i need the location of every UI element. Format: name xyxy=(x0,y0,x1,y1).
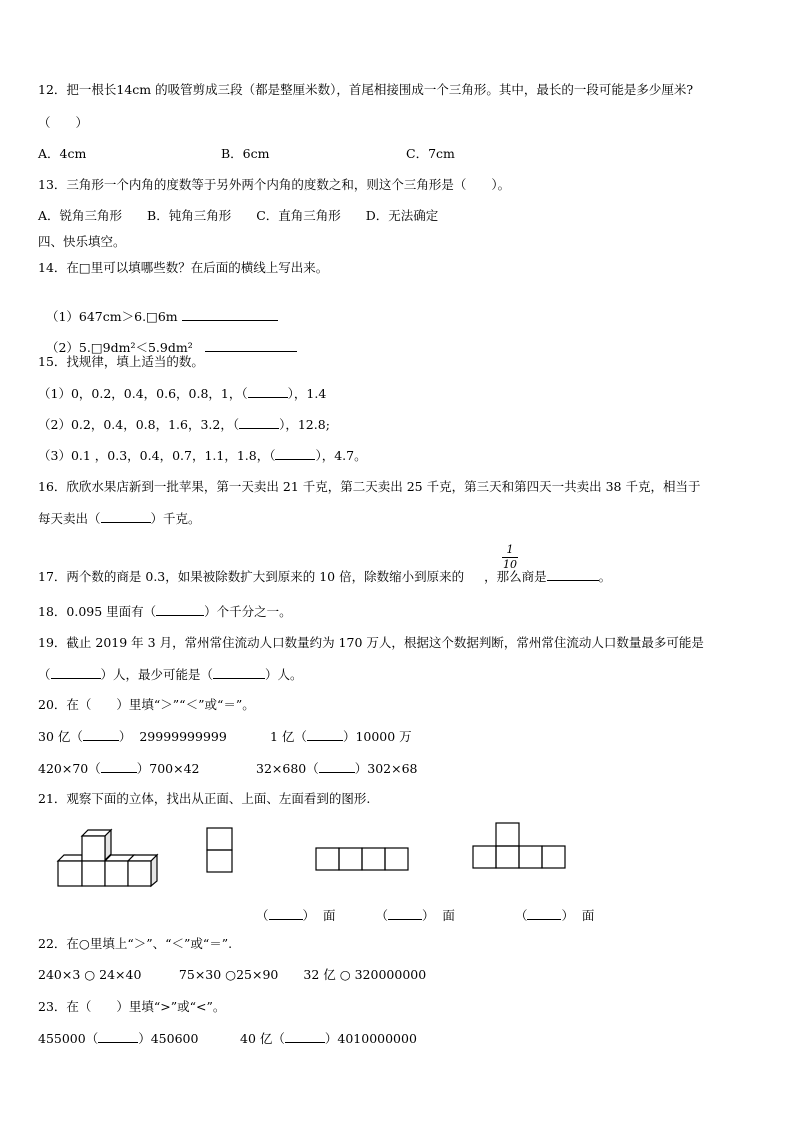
q14-line-2 xyxy=(38,323,297,356)
q16-line-1: 16．欣欣水果店新到一批苹果，第一天卖出 21 千克，第二天卖出 25 千克，第三天和第四天一共卖出 38 千克，相当于 xyxy=(38,479,701,494)
q15-l2-a: （2）0.2，0.4，0.8，1.6，3.2，（ xyxy=(38,417,240,432)
view-paren-open: （ xyxy=(256,908,269,923)
q19-line-2 xyxy=(38,666,303,683)
q13-options: A．锐角三角形 B．钝角三角形 C．直角三角形 D．无法确定 xyxy=(38,208,439,223)
q23-a: 455000（ xyxy=(38,1031,99,1046)
fraction-numerator: 1 xyxy=(506,543,514,556)
solid-figure xyxy=(56,826,171,888)
q20-r2-d: ）302×68 xyxy=(354,761,418,776)
q18-b: ）个千分之一。 xyxy=(204,604,292,619)
q18-text xyxy=(38,603,292,620)
answer-blank[interactable] xyxy=(213,666,265,679)
q12-text: 12．把一根长14cm 的吸管剪成三段（都是整厘米数），首尾相接围成一个三角形。其中，最长的一段可能是多少厘米? xyxy=(38,82,694,97)
answer-blank[interactable] xyxy=(98,1030,138,1043)
q17-b: ，那么商是 xyxy=(484,569,547,584)
view-paren-open: （ xyxy=(375,908,388,923)
q13-text: 13．三角形一个内角的度数等于另外两个内角的度数之和，则这个三角形是（ ）。 xyxy=(38,177,511,192)
q21-text: 21．观察下面的立体，找出从正面、上面、左面看到的图形. xyxy=(38,791,371,806)
view-shape-vertical xyxy=(206,827,234,875)
q20-r2-b: ）700×42 xyxy=(136,761,200,776)
q20-r1-b: ） 29999999999 xyxy=(118,729,227,744)
view-shape-t xyxy=(472,822,566,870)
view-label: ） 面 xyxy=(302,908,336,923)
q14-line-1 xyxy=(38,292,278,325)
answer-blank[interactable] xyxy=(205,339,297,352)
section-heading: 四、快乐填空。 xyxy=(38,234,126,249)
view-shape-row xyxy=(315,847,409,873)
fraction-one-tenth xyxy=(502,544,518,571)
q17-a: 17．两个数的商是 0.3，如果被除数扩大到原来的 10 倍，除数缩小到原来的 xyxy=(38,569,465,584)
q14-text: 14．在□里可以填哪些数？在后面的横线上写出来。 xyxy=(38,260,329,275)
q23-row-left xyxy=(38,1030,198,1047)
q19-line-1: 19．截止 2019 年 3 月，常州常住流动人口数量约为 170 万人，根据这个数据判断，常州常住流动人口数量最多可能是 xyxy=(38,635,704,650)
answer-blank[interactable] xyxy=(101,760,137,773)
q23-c: 40 亿（ xyxy=(240,1031,285,1046)
q19-l2-a: （ xyxy=(38,667,51,682)
q16-l2-a: 每天卖出（ xyxy=(38,511,101,526)
q20-r1-d: ）10000 万 xyxy=(342,729,412,744)
answer-blank[interactable] xyxy=(156,603,204,616)
q20-r2-c: 32×680（ xyxy=(256,761,319,776)
view-paren-open: （ xyxy=(514,908,528,923)
q20-r2-a: 420×70（ xyxy=(38,761,101,776)
q21-view-answers xyxy=(256,906,594,924)
view-label: ） 面 xyxy=(561,908,595,923)
q23-row-right xyxy=(240,1030,417,1047)
answer-blank[interactable] xyxy=(275,447,315,460)
answer-blank[interactable] xyxy=(269,907,303,920)
view-label: ） 面 xyxy=(421,908,455,923)
q20-row-2-right xyxy=(256,760,418,777)
answer-blank[interactable] xyxy=(307,728,343,741)
q12-paren: （ ） xyxy=(38,115,89,130)
answer-blank[interactable] xyxy=(547,568,599,581)
q20-r1-c: 1 亿（ xyxy=(270,729,307,744)
q14-line-2-text: （2）5.□9dm²＜5.9dm² xyxy=(45,340,193,355)
q19-l2-c: ）人。 xyxy=(265,667,303,682)
answer-blank[interactable] xyxy=(388,907,422,920)
q15-line-1 xyxy=(38,385,326,402)
q12-option-b: B．6cm xyxy=(221,146,270,161)
q20-r1-a: 30 亿（ xyxy=(38,729,83,744)
q22-row: 240×3 ○ 24×40 75×30 ○25×90 32 亿 ○ 320000000 xyxy=(38,967,427,982)
q15-l3-b: ），4.7。 xyxy=(315,448,367,463)
q22-text: 22．在○里填上“＞”、“＜”或“＝”. xyxy=(38,936,233,951)
q12-option-c: C．7cm xyxy=(406,146,455,161)
q23-d: ）4010000000 xyxy=(324,1031,417,1046)
answer-blank[interactable] xyxy=(101,510,151,523)
q15-line-2 xyxy=(38,416,330,433)
q20-row-1-right xyxy=(270,728,412,745)
answer-blank[interactable] xyxy=(285,1030,325,1043)
q15-l2-b: ），12.8; xyxy=(279,417,330,432)
fraction-denominator: 10 xyxy=(503,558,517,571)
q18-a: 18．0.095 里面有（ xyxy=(38,604,157,619)
q15-l1-b: ），1.4 xyxy=(287,386,327,401)
q16-line-2 xyxy=(38,510,201,527)
answer-blank[interactable] xyxy=(83,728,119,741)
q15-text: 15．找规律，填上适当的数。 xyxy=(38,354,204,369)
q12-option-a: A．4cm xyxy=(38,146,87,161)
q19-l2-b: ）人，最少可能是（ xyxy=(100,667,214,682)
q20-row-2 xyxy=(38,760,200,777)
answer-blank[interactable] xyxy=(51,666,101,679)
answer-blank[interactable] xyxy=(239,416,279,429)
answer-blank[interactable] xyxy=(182,308,278,321)
q20-text: 20．在（ ）里填“＞”“＜”或“＝”。 xyxy=(38,697,255,712)
q15-line-3 xyxy=(38,447,367,464)
q20-row-1 xyxy=(38,728,227,745)
q15-l3-a: （3）0.1 ，0.3，0.4，0.7，1.1，1.8，（ xyxy=(38,448,276,463)
answer-blank[interactable] xyxy=(319,760,355,773)
q16-l2-b: ）千克。 xyxy=(150,511,201,526)
q23-text: 23．在（ ）里填“>”或“<”。 xyxy=(38,999,226,1014)
answer-blank[interactable] xyxy=(248,385,288,398)
q17-text xyxy=(38,568,611,585)
q23-b: ）450600 xyxy=(138,1031,199,1046)
q15-l1-a: （1）0，0.2，0.4，0.6，0.8，1，（ xyxy=(38,386,248,401)
q17-c: 。 xyxy=(598,569,612,584)
answer-blank[interactable] xyxy=(527,907,561,920)
q14-line-1-text: （1）647cm＞6.□6m xyxy=(45,309,178,324)
